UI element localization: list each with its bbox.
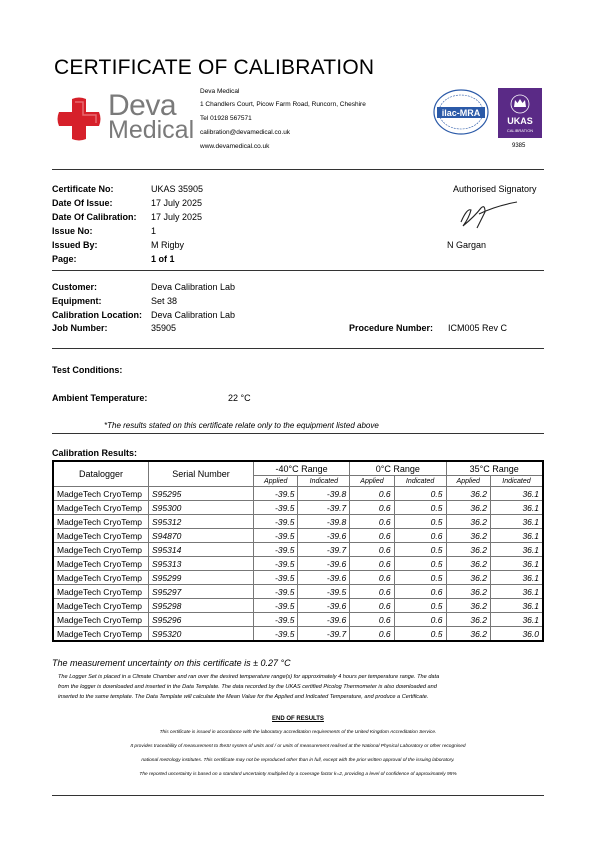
procedure-value: ICM005 Rev C bbox=[448, 323, 508, 333]
date-issue-value: 17 July 2025 bbox=[151, 198, 203, 208]
value-cell: -39.5 bbox=[254, 627, 298, 642]
value-cell: 36.1 bbox=[490, 515, 543, 529]
logger-cell: MadgeTech CryoTemp bbox=[53, 515, 149, 529]
logger-cell: MadgeTech CryoTemp bbox=[53, 557, 149, 571]
value-cell: -39.5 bbox=[254, 585, 298, 599]
value-cell: -39.5 bbox=[254, 529, 298, 543]
footer-line: national metrology institutes. This certificate may not be reproduced other than in full, except with the prior written approval of the issuing laboratory. bbox=[141, 758, 455, 763]
serial-cell: S95314 bbox=[149, 543, 254, 557]
value-cell: 36.2 bbox=[446, 613, 490, 627]
serial-cell: S95320 bbox=[149, 627, 254, 642]
col-serial: Serial Number bbox=[149, 461, 254, 487]
method-line: inserted to the same template. The Data Template will calculate the Mean Value for the Applied and Indicated Temperature, and produce a Certificate. bbox=[58, 694, 429, 700]
equipment-label: Equipment: bbox=[52, 296, 102, 306]
range-header: 35°C Range bbox=[446, 461, 543, 476]
issue-no-label: Issue No: bbox=[52, 226, 93, 236]
value-cell: 36.2 bbox=[446, 487, 490, 501]
results-note: *The results stated on this certificate relate only to the equipment listed above bbox=[104, 421, 379, 430]
issued-by-value: M Rigby bbox=[151, 240, 185, 250]
serial-cell: S95313 bbox=[149, 557, 254, 571]
value-cell: 0.5 bbox=[394, 571, 446, 585]
value-cell: -39.6 bbox=[298, 571, 350, 585]
method-line: from the logger is downloaded and inserted in the Data Template. The data recorded by the UKAS certified Picolog Thermometer is also downloaded and bbox=[58, 684, 437, 690]
value-cell: -39.8 bbox=[298, 515, 350, 529]
table-row bbox=[53, 613, 543, 627]
value-cell: 36.2 bbox=[446, 599, 490, 613]
indicated-header: Indicated bbox=[394, 476, 446, 487]
logger-cell: MadgeTech CryoTemp bbox=[53, 543, 149, 557]
value-cell: 0.6 bbox=[394, 613, 446, 627]
logger-cell: MadgeTech CryoTemp bbox=[53, 501, 149, 515]
value-cell: 0.6 bbox=[350, 501, 394, 515]
table-row bbox=[53, 529, 543, 543]
uncertainty-statement: The measurement uncertainty on this certificate is ± 0.27 °C bbox=[52, 658, 291, 668]
serial-cell: S95295 bbox=[149, 487, 254, 501]
value-cell: 0.5 bbox=[394, 627, 446, 642]
value-cell: -39.5 bbox=[254, 613, 298, 627]
value-cell: 0.5 bbox=[394, 599, 446, 613]
divider bbox=[52, 348, 544, 349]
value-cell: 36.1 bbox=[490, 487, 543, 501]
customer-value: Deva Calibration Lab bbox=[151, 282, 236, 292]
serial-cell: S95296 bbox=[149, 613, 254, 627]
date-issue-label: Date Of Issue: bbox=[52, 198, 113, 208]
company-name: Deva Medical bbox=[200, 88, 240, 95]
logger-cell: MadgeTech CryoTemp bbox=[53, 487, 149, 501]
value-cell: 36.1 bbox=[490, 501, 543, 515]
divider bbox=[52, 433, 544, 434]
test-conditions-title: Test Conditions: bbox=[52, 365, 123, 375]
date-cal-label: Date Of Calibration: bbox=[52, 212, 137, 222]
value-cell: -39.5 bbox=[254, 557, 298, 571]
value-cell: -39.5 bbox=[298, 585, 350, 599]
method-line: The Logger Set is placed in a Climate Chamber and ran over the desired temperature range(s) for approximately 4 hours per temperature range. The data bbox=[58, 674, 440, 680]
value-cell: 0.6 bbox=[350, 515, 394, 529]
value-cell: 0.6 bbox=[350, 529, 394, 543]
serial-cell: S94870 bbox=[149, 529, 254, 543]
logger-cell: MadgeTech CryoTemp bbox=[53, 585, 149, 599]
serial-cell: S95297 bbox=[149, 585, 254, 599]
value-cell: 36.1 bbox=[490, 529, 543, 543]
range-header: 0°C Range bbox=[350, 461, 446, 476]
value-cell: 0.6 bbox=[350, 627, 394, 642]
value-cell: 0.6 bbox=[350, 613, 394, 627]
company-email: calibration@devamedical.co.uk bbox=[200, 129, 291, 136]
deva-cross-logo bbox=[55, 95, 103, 143]
value-cell: -39.5 bbox=[254, 571, 298, 585]
value-cell: 36.2 bbox=[446, 515, 490, 529]
logo-text-deva: Deva bbox=[108, 89, 177, 122]
end-of-results: END OF RESULTS bbox=[272, 716, 324, 722]
table-row bbox=[53, 599, 543, 613]
certificate-title: CERTIFICATE OF CALIBRATION bbox=[54, 56, 375, 79]
table-row bbox=[53, 585, 543, 599]
customer-label: Customer: bbox=[52, 282, 98, 292]
table-row bbox=[53, 501, 543, 515]
footer-line: The reported uncertainty is based on a standard uncertainty multiplied by a coverage factor k=2, providing a level of confidence of approximately 95% bbox=[139, 772, 457, 777]
value-cell: 36.0 bbox=[490, 627, 543, 642]
ukas-sub-text: CALIBRATION bbox=[506, 128, 534, 133]
footer-line: This certificate is issued in accordance with the laboratory accreditation requirements of the United Kingdom Accreditation Service. bbox=[159, 730, 437, 735]
cert-no-label: Certificate No: bbox=[52, 184, 114, 194]
location-label: Calibration Location: bbox=[52, 310, 142, 320]
range-header: -40°C Range bbox=[254, 461, 350, 476]
value-cell: -39.5 bbox=[254, 501, 298, 515]
issued-by-label: Issued By: bbox=[52, 240, 98, 250]
issue-no-value: 1 bbox=[151, 226, 157, 236]
value-cell: 0.6 bbox=[350, 487, 394, 501]
page-label: Page: bbox=[52, 254, 77, 264]
value-cell: -39.7 bbox=[298, 627, 350, 642]
ambient-value: 22 °C bbox=[228, 393, 251, 403]
results-title: Calibration Results: bbox=[52, 448, 138, 458]
table-row bbox=[53, 487, 543, 501]
value-cell: -39.6 bbox=[298, 613, 350, 627]
crown-icon bbox=[498, 88, 542, 138]
job-label: Job Number: bbox=[52, 323, 108, 333]
job-value: 35905 bbox=[151, 323, 177, 333]
serial-cell: S95300 bbox=[149, 501, 254, 515]
serial-cell: S95298 bbox=[149, 599, 254, 613]
logger-cell: MadgeTech CryoTemp bbox=[53, 613, 149, 627]
applied-header: Applied bbox=[350, 476, 394, 487]
serial-cell: S95299 bbox=[149, 571, 254, 585]
company-web: www.devamedical.co.uk bbox=[200, 143, 270, 150]
ilac-text: ilac-MRA bbox=[441, 108, 481, 118]
value-cell: 0.6 bbox=[350, 557, 394, 571]
footer-divider bbox=[52, 795, 544, 796]
value-cell: 0.6 bbox=[394, 585, 446, 599]
value-cell: 36.1 bbox=[490, 585, 543, 599]
page-value: 1 of 1 bbox=[151, 254, 175, 264]
logger-cell: MadgeTech CryoTemp bbox=[53, 529, 149, 543]
signatory-label: Authorised Signatory bbox=[453, 184, 537, 194]
value-cell: -39.5 bbox=[254, 543, 298, 557]
divider bbox=[52, 270, 544, 271]
date-cal-value: 17 July 2025 bbox=[151, 212, 203, 222]
value-cell: 36.1 bbox=[490, 599, 543, 613]
value-cell: 0.6 bbox=[350, 585, 394, 599]
value-cell: -39.8 bbox=[298, 487, 350, 501]
applied-header: Applied bbox=[446, 476, 490, 487]
value-cell: 0.5 bbox=[394, 543, 446, 557]
signatory-name: N Gargan bbox=[447, 240, 487, 250]
indicated-header: Indicated bbox=[490, 476, 543, 487]
value-cell: -39.5 bbox=[254, 599, 298, 613]
value-cell: 0.5 bbox=[394, 487, 446, 501]
value-cell: 0.6 bbox=[350, 571, 394, 585]
value-cell: 36.2 bbox=[446, 543, 490, 557]
value-cell: 36.2 bbox=[446, 585, 490, 599]
value-cell: -39.6 bbox=[298, 529, 350, 543]
logo-text-medical: Medical bbox=[108, 116, 195, 144]
value-cell: 36.2 bbox=[446, 501, 490, 515]
table-row bbox=[53, 557, 543, 571]
table-row bbox=[53, 627, 543, 642]
divider bbox=[52, 169, 544, 170]
col-datalogger: Datalogger bbox=[53, 461, 149, 487]
value-cell: 0.5 bbox=[394, 501, 446, 515]
value-cell: 36.1 bbox=[490, 557, 543, 571]
value-cell: -39.5 bbox=[254, 487, 298, 501]
value-cell: -39.7 bbox=[298, 543, 350, 557]
serial-cell: S95312 bbox=[149, 515, 254, 529]
value-cell: -39.7 bbox=[298, 501, 350, 515]
footer-line: It provides traceability of measurement to theSI system of units and / or units of measurement realised at the National Physical Laboratory or other recognised bbox=[130, 744, 466, 749]
value-cell: 36.2 bbox=[446, 627, 490, 642]
table-row bbox=[53, 515, 543, 529]
company-tel: Tel 01928 567571 bbox=[200, 115, 252, 122]
value-cell: 36.2 bbox=[446, 571, 490, 585]
ilac-mra-logo bbox=[432, 88, 490, 136]
value-cell: 36.2 bbox=[446, 557, 490, 571]
value-cell: 0.6 bbox=[394, 529, 446, 543]
value-cell: 36.1 bbox=[490, 543, 543, 557]
logger-cell: MadgeTech CryoTemp bbox=[53, 627, 149, 642]
value-cell: 0.5 bbox=[394, 515, 446, 529]
calibration-results-table bbox=[52, 460, 544, 642]
location-value: Deva Calibration Lab bbox=[151, 310, 236, 320]
value-cell: 0.5 bbox=[394, 557, 446, 571]
signature-image bbox=[455, 198, 521, 234]
applied-header: Applied bbox=[254, 476, 298, 487]
table-row bbox=[53, 571, 543, 585]
procedure-label: Procedure Number: bbox=[349, 323, 434, 333]
indicated-header: Indicated bbox=[298, 476, 350, 487]
ambient-label: Ambient Temperature: bbox=[52, 393, 148, 403]
company-address: 1 Chandlers Court, Picow Farm Road, Runcorn, Cheshire bbox=[200, 101, 366, 108]
value-cell: -39.5 bbox=[254, 515, 298, 529]
ukas-number: 9385 bbox=[512, 143, 526, 149]
value-cell: 36.1 bbox=[490, 571, 543, 585]
value-cell: -39.6 bbox=[298, 599, 350, 613]
value-cell: 0.6 bbox=[350, 543, 394, 557]
value-cell: 0.6 bbox=[350, 599, 394, 613]
value-cell: 36.2 bbox=[446, 529, 490, 543]
logger-cell: MadgeTech CryoTemp bbox=[53, 571, 149, 585]
equipment-value: Set 38 bbox=[151, 296, 178, 306]
ukas-logo bbox=[498, 88, 542, 138]
cert-no-value: UKAS 35905 bbox=[151, 184, 204, 194]
logger-cell: MadgeTech CryoTemp bbox=[53, 599, 149, 613]
ukas-text: UKAS bbox=[507, 116, 533, 126]
value-cell: -39.6 bbox=[298, 557, 350, 571]
table-row bbox=[53, 543, 543, 557]
value-cell: 36.1 bbox=[490, 613, 543, 627]
